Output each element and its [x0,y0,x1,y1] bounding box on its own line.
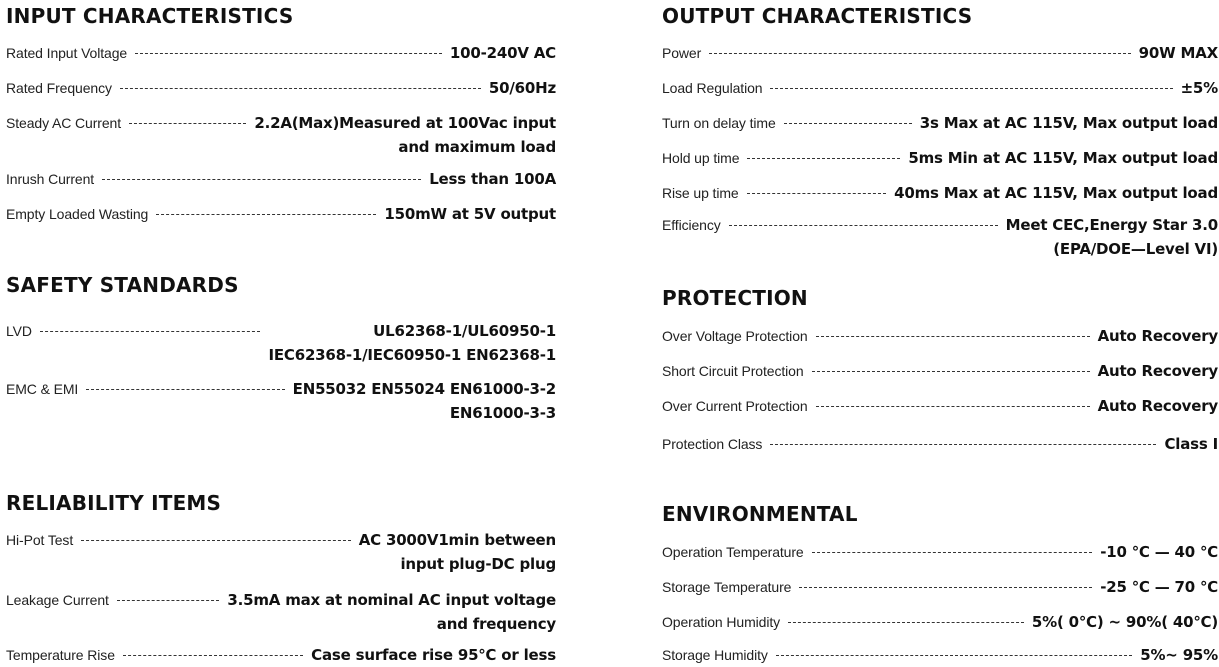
dotted-leader [816,336,1090,337]
spec-label: Rated Input Voltage [6,45,128,61]
spec-row-operation-humidity [662,610,1218,634]
spec-row-empty-loaded-wasting [6,202,556,226]
spec-value: EN55032 EN55024 EN61000-3-2 EN61000-3-3 [292,380,556,422]
spec-value: 50/60Hz [488,79,556,97]
spec-value: AC 3000V1min between input plug-DC plug [358,531,556,573]
spec-label: Storage Temperature [662,579,792,595]
spec-row-short-circuit-protection [662,359,1218,383]
dotted-leader [812,371,1090,372]
spec-label: Efficiency [662,217,721,233]
spec-label: Over Voltage Protection [662,328,808,344]
dotted-leader [776,655,1132,656]
spec-value: Meet CEC,Energy Star 3.0 (EPA/DOE—Level VI) [1005,216,1218,258]
dotted-leader [747,158,900,159]
dotted-leader [156,214,376,215]
spec-row-over-current-protection [662,394,1218,418]
section-title: SAFETY STANDARDS [6,273,239,297]
dotted-leader [117,600,220,601]
section-title: INPUT CHARACTERISTICS [6,4,294,28]
input-characteristics-section [6,3,556,29]
spec-row-inrush-current [6,167,556,191]
spec-row-hi-pot-test [6,528,556,576]
spec-value: 5%~ 95% [1140,646,1218,664]
spec-row-leakage-current [6,588,556,636]
spec-row-turn-on-delay-time [662,111,1218,135]
spec-row-hold-up-time [662,146,1218,170]
spec-value: -10 ℃ — 40 ℃ [1100,543,1218,561]
spec-value: Auto Recovery [1097,397,1218,415]
dotted-leader [86,389,284,390]
protection-section [662,285,1218,311]
spec-label: Temperature Rise [6,647,115,663]
spec-value: 5ms Min at AC 115V, Max output load [908,149,1218,167]
spec-value: Class I [1164,435,1218,453]
spec-label: Steady AC Current [6,115,122,131]
spec-row-storage-temperature [662,575,1218,599]
dotted-leader [729,225,998,226]
spec-label: Rise up time [662,185,739,201]
spec-label: Inrush Current [6,171,95,187]
spec-row-rated-input-voltage [6,41,556,65]
dotted-leader [40,331,261,332]
dotted-leader [770,88,1172,89]
spec-value: Auto Recovery [1097,327,1218,345]
spec-row-efficiency [662,213,1218,261]
dotted-leader [816,406,1090,407]
dotted-leader [81,540,351,541]
section-title: OUTPUT CHARACTERISTICS [662,4,973,28]
spec-label: Storage Humidity [662,647,768,663]
dotted-leader [709,53,1130,54]
reliability-items-section [6,490,556,516]
spec-value: 5%( 0℃) ~ 90%( 40℃) [1031,613,1218,631]
dotted-leader [788,622,1024,623]
spec-label: Leakage Current [6,592,109,608]
spec-row-steady-ac-current [6,111,556,159]
dotted-leader [129,123,246,124]
section-title: PROTECTION [662,286,808,310]
spec-row-temperature-rise [6,643,556,667]
spec-value: ±5% [1180,79,1218,97]
safety-standards-section [6,272,556,298]
spec-value: 3.5mA max at nominal AC input voltage and frequency [227,591,556,633]
spec-row-protection-class [662,432,1218,456]
spec-row-storage-humidity [662,643,1218,667]
dotted-leader [799,587,1092,588]
spec-row-operation-temperature [662,540,1218,564]
spec-value: 3s Max at AC 115V, Max output load [919,114,1218,132]
spec-value: 150mW at 5V output [384,205,556,223]
dotted-leader [812,552,1093,553]
output-characteristics-section [662,3,1218,29]
spec-value: Auto Recovery [1097,362,1218,380]
spec-value: 2.2A(Max)Measured at 100Vac input and maximum load [254,114,556,156]
spec-label: Protection Class [662,436,763,452]
spec-row-power [662,41,1218,65]
spec-label: Operation Temperature [662,544,804,560]
spec-label: Turn on delay time [662,115,776,131]
dotted-leader [120,88,481,89]
spec-label: LVD [6,323,32,339]
spec-value: 90W MAX [1138,44,1218,62]
spec-label: EMC & EMI [6,381,79,397]
spec-label: Empty Loaded Wasting [6,206,149,222]
spec-value: -25 ℃ — 70 ℃ [1100,578,1218,596]
spec-row-rise-up-time [662,181,1218,205]
spec-row-rated-frequency [6,76,556,100]
dotted-leader [102,179,421,180]
dotted-leader [747,193,887,194]
spec-value: 40ms Max at AC 115V, Max output load [894,184,1218,202]
spec-value: Case surface rise 95℃ or less [311,646,556,664]
spec-value: Less than 100A [429,170,556,188]
section-title: ENVIRONMENTAL [662,502,858,526]
spec-row-load-regulation [662,76,1218,100]
spec-label: Hold up time [662,150,740,166]
spec-value: 100-240V AC [449,44,556,62]
spec-row-lvd [6,319,556,367]
spec-label: Over Current Protection [662,398,808,414]
dotted-leader [135,53,442,54]
spec-label: Operation Humidity [662,614,781,630]
dotted-leader [784,123,912,124]
spec-row-emc-emi [6,377,556,425]
section-title: RELIABILITY ITEMS [6,491,222,515]
dotted-leader [123,655,303,656]
spec-label: Rated Frequency [6,80,112,96]
spec-label: Power [662,45,702,61]
spec-label: Load Regulation [662,80,763,96]
spec-value: UL62368-1/UL60950-1 IEC62368-1/IEC60950-1 EN62368-1 [268,322,556,364]
environmental-section [662,501,1218,527]
spec-row-over-voltage-protection [662,324,1218,348]
dotted-leader [770,444,1156,445]
spec-label: Short Circuit Protection [662,363,804,379]
spec-label: Hi-Pot Test [6,532,74,548]
